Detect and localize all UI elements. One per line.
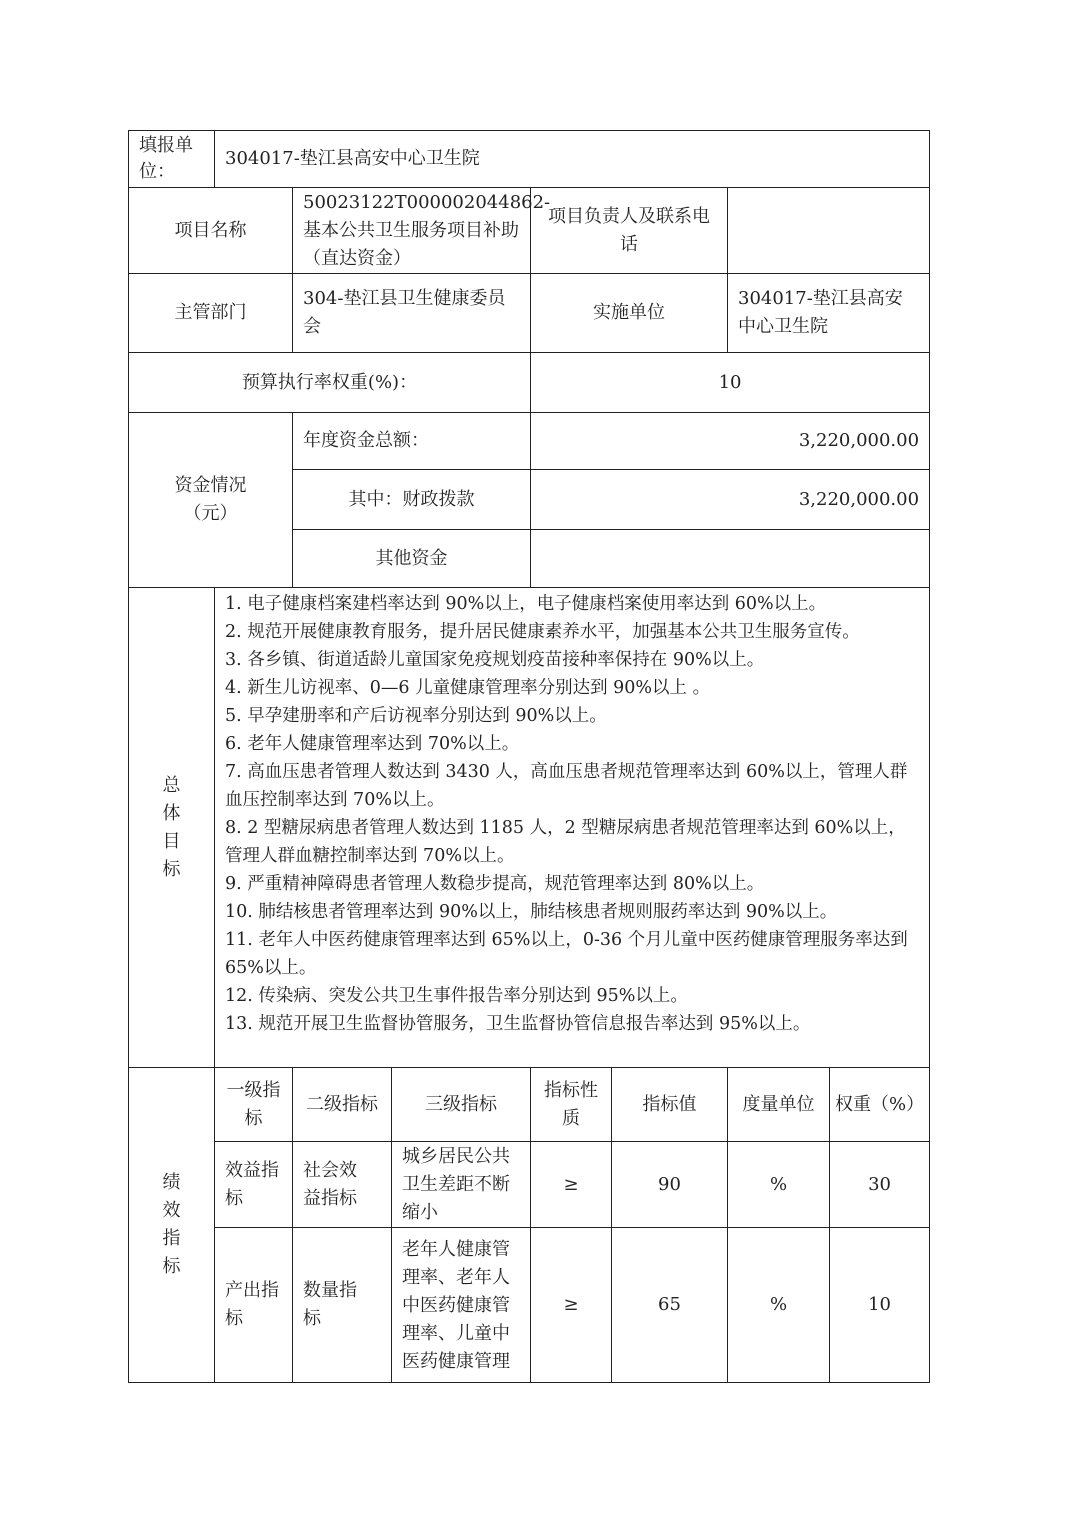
impl-unit-value: 304017-垫江县高安中心卫生院 (728, 274, 930, 353)
goal-item: 12. 传染病、突发公共卫生事件报告率分别达到 95%以上。 (225, 986, 688, 1006)
project-name-value: 50023122T000002044862-基本公共卫生服务项目补助（直达资金） (293, 188, 531, 274)
department-value: 304-垫江县卫生健康委员会 (293, 274, 531, 353)
cell-nature: ≥ (531, 1142, 612, 1228)
funds-other-label: 其他资金 (293, 530, 531, 588)
budget-weight-value: 10 (531, 353, 930, 413)
funds-other-value (531, 530, 930, 588)
header-value: 指标值 (612, 1068, 728, 1142)
cell-unit: % (728, 1228, 830, 1383)
goals-row (129, 588, 930, 1068)
fill-unit-label: 填报单位： (129, 131, 215, 188)
cell-level1: 产出指标 (215, 1228, 293, 1383)
table-row (129, 1142, 930, 1228)
cell-level3: 城乡居民公共卫生差距不断缩小 (392, 1142, 531, 1228)
cell-nature: ≥ (531, 1228, 612, 1383)
impl-unit-label: 实施单位 (531, 274, 728, 353)
header-unit: 度量单位 (728, 1068, 830, 1142)
cell-level2: 社会效益指标 (293, 1142, 392, 1228)
funds-label: 资金情况（元） (129, 413, 293, 588)
goal-item: 4. 新生儿访视率、0—6 儿童健康管理率分别达到 90%以上 。 (225, 678, 711, 698)
performance-label: 绩效指标 (129, 1068, 215, 1383)
goals-label: 总体目标 (129, 588, 215, 1068)
goal-item: 3. 各乡镇、街道适龄儿童国家免疫规划疫苗接种率保持在 90%以上。 (225, 650, 765, 670)
table-row (129, 1228, 930, 1383)
cell-value: 65 (612, 1228, 728, 1383)
header-level2: 二级指标 (293, 1068, 392, 1142)
cell-level3: 老年人健康管理率、老年人中医药健康管理率、儿童中医药健康管理 (392, 1228, 531, 1383)
goal-item: 10. 肺结核患者管理率达到 90%以上，肺结核患者规则服药率达到 90%以上。 (225, 902, 838, 922)
goal-item: 1. 电子健康档案建档率达到 90%以上，电子健康档案使用率达到 60%以上。 (225, 594, 827, 614)
fill-unit-value: 304017-垫江县高安中心卫生院 (215, 131, 930, 188)
project-contact-label: 项目负责人及联系电话 (531, 188, 728, 274)
department-label: 主管部门 (129, 274, 293, 353)
goal-item: 7. 高血压患者管理人数达到 3430 人，高血压患者规范管理率达到 60%以上，管理人群血压控制率达到 70%以上。 (225, 762, 908, 810)
goal-item: 5. 早孕建册率和产后访视率分别达到 90%以上。 (225, 706, 607, 726)
goal-item: 8. 2 型糖尿病患者管理人数达到 1185 人，2 型糖尿病患者规范管理率达到 60%以上，管理人群血糖控制率达到 70%以上。 (225, 818, 906, 866)
goal-item: 2. 规范开展健康教育服务，提升居民健康素养水平，加强基本公共卫生服务宣传。 (225, 622, 860, 642)
project-contact-value (728, 188, 930, 274)
budget-weight-label: 预算执行率权重(%)： (129, 353, 531, 413)
performance-form-table (128, 130, 930, 1383)
goals-list (215, 588, 930, 1068)
goal-item: 11. 老年人中医药健康管理率达到 65%以上，0-36 个月儿童中医药健康管理服务率达到 65%以上。 (225, 930, 908, 978)
department-row (129, 274, 930, 353)
header-nature: 指标性质 (531, 1068, 612, 1142)
cell-level1: 效益指标 (215, 1142, 293, 1228)
funds-fiscal-label: 其中：财政拨款 (293, 470, 531, 530)
cell-level2: 数量指标 (293, 1228, 392, 1383)
funds-total-row (129, 413, 930, 470)
cell-weight: 10 (830, 1228, 930, 1383)
goal-item: 13. 规范开展卫生监督协管服务，卫生监督协管信息报告率达到 95%以上。 (225, 1014, 811, 1034)
project-row (129, 188, 930, 274)
funds-fiscal-value: 3,220,000.00 (531, 470, 930, 530)
budget-row (129, 353, 930, 413)
header-weight: 权重（%） (830, 1068, 930, 1142)
funds-total-value: 3,220,000.00 (531, 413, 930, 470)
fill-unit-row (129, 131, 930, 188)
performance-header-row (129, 1068, 930, 1142)
cell-weight: 30 (830, 1142, 930, 1228)
goal-item: 9. 严重精神障碍患者管理人数稳步提高，规范管理率达到 80%以上。 (225, 874, 765, 894)
funds-total-label: 年度资金总额： (293, 413, 531, 470)
cell-value: 90 (612, 1142, 728, 1228)
header-level3: 三级指标 (392, 1068, 531, 1142)
header-level1: 一级指标 (215, 1068, 293, 1142)
project-name-label: 项目名称 (129, 188, 293, 274)
cell-unit: % (728, 1142, 830, 1228)
goal-item: 6. 老年人健康管理率达到 70%以上。 (225, 734, 520, 754)
